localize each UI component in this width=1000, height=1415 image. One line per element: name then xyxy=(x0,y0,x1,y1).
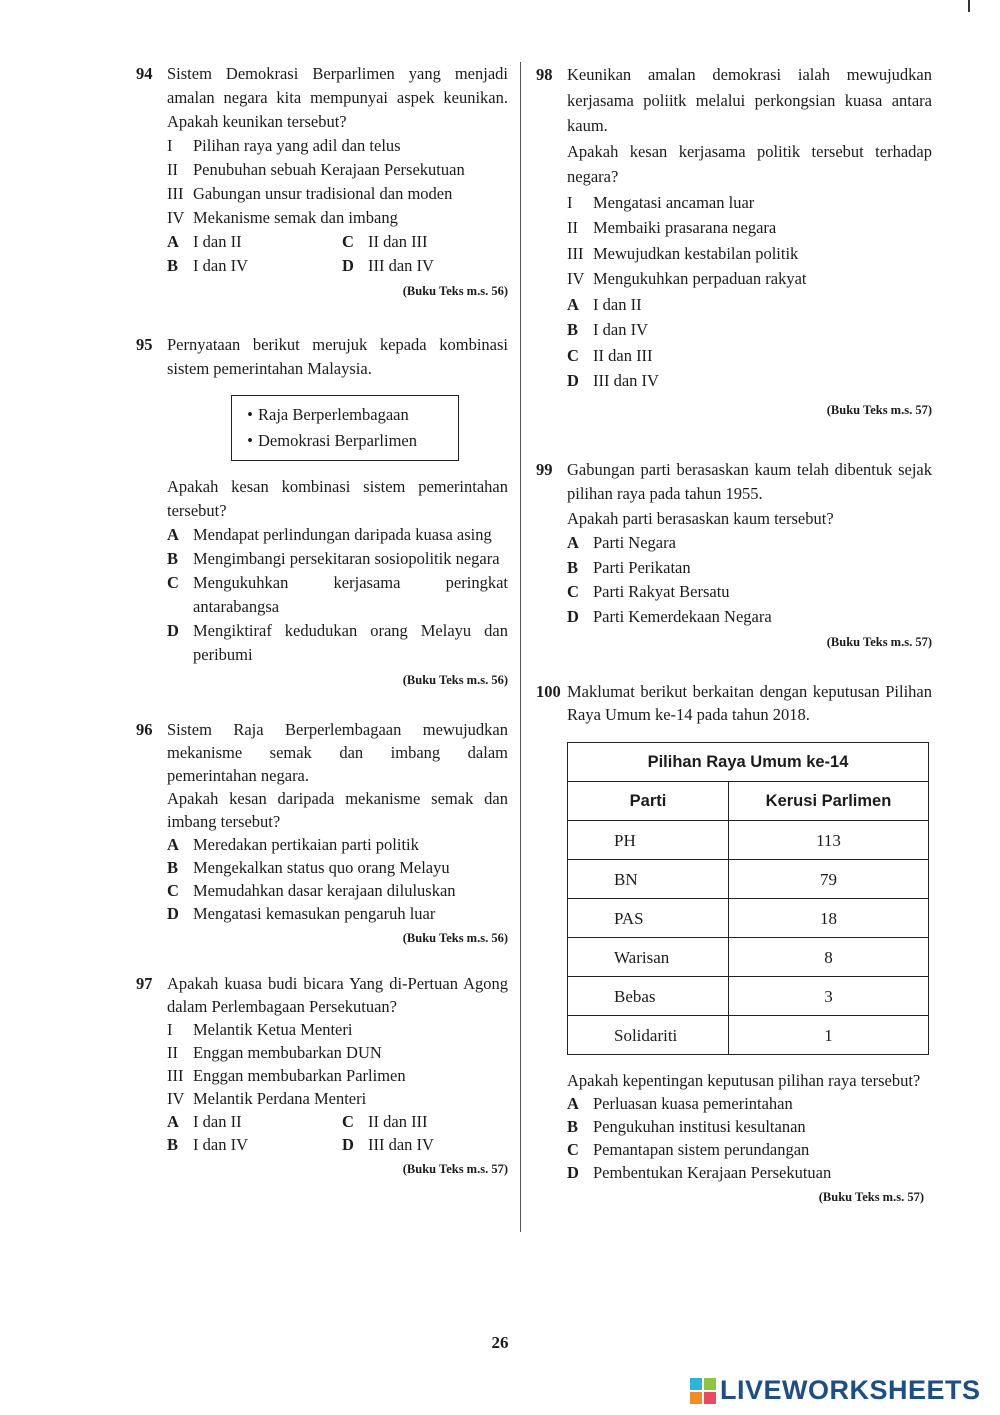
statement-item: IV Melantik Perdana Menteri xyxy=(167,1089,367,1108)
table-title-row xyxy=(568,743,929,782)
question-95 xyxy=(136,333,508,690)
liveworksheets-brand[interactable] xyxy=(690,1375,981,1406)
table-header-row xyxy=(568,782,929,821)
option-c[interactable]: C Pemantapan sistem perundangan xyxy=(567,1140,810,1159)
option-b[interactable]: B I dan IV xyxy=(567,320,648,339)
statement-item: I Pilihan raya yang adil dan telus xyxy=(167,136,401,155)
textbook-reference: (Buku Teks m.s. 56) xyxy=(402,931,508,945)
box-item: • Raja Berperlembagaan xyxy=(242,402,448,428)
statement-item: III Gabungan unsur tradisional dan moden xyxy=(167,184,453,203)
option-d[interactable]: D III dan IV xyxy=(567,371,659,390)
box-item: • Demokrasi Berparlimen xyxy=(242,428,448,454)
question-stem: Apakah kuasa budi bicara Yang di-Pertuan Agong dalam Perlembagaan Persekutuan? xyxy=(167,974,508,1016)
bullet-icon: • xyxy=(247,431,253,450)
question-94 xyxy=(136,62,508,301)
option-d[interactable]: D Parti Kemerdekaan Negara xyxy=(567,606,772,626)
question-number: 98 xyxy=(536,65,553,84)
question-stem: Sistem Demokrasi Berparlimen yang menjadi amalan negara kita mempunyai aspek keunikan. Apakah keunikan tersebut? xyxy=(167,64,508,131)
textbook-reference: (Buku Teks m.s. 56) xyxy=(402,284,508,298)
question-prompt: Apakah kesan kerjasama politik tersebut terhadap negara? xyxy=(567,141,932,186)
statement-item: I Melantik Ketua Menteri xyxy=(167,1020,353,1039)
textbook-reference: (Buku Teks m.s. 57) xyxy=(402,1162,508,1176)
question-number: 94 xyxy=(136,64,153,83)
table-row: PAS 18 xyxy=(568,899,929,938)
question-98 xyxy=(536,62,932,420)
question-prompt: Apakah kesan daripada mekanisme semak dan imbang tersebut? xyxy=(167,789,508,831)
table-row: Warisan 8 xyxy=(568,938,929,977)
left-column xyxy=(136,62,508,1179)
election-results-table xyxy=(567,742,929,1055)
table-title: Pilihan Raya Umum ke-14 xyxy=(568,743,929,782)
option-d[interactable]: D Mengatasi kemasukan pengaruh luar xyxy=(167,904,436,923)
column-header-seats: Kerusi Parlimen xyxy=(729,782,929,821)
question-99 xyxy=(536,458,932,653)
option-a[interactable]: A Meredakan pertikaian parti politik xyxy=(167,835,419,854)
option-d[interactable]: D Mengiktiraf kedudukan orang Melayu dan peribumi xyxy=(167,621,508,664)
table-row: PH 113 xyxy=(568,821,929,860)
question-96 xyxy=(136,718,508,948)
option-b[interactable]: B Mengekalkan status quo orang Melayu xyxy=(167,858,450,877)
option-c[interactable]: C II dan III xyxy=(567,345,653,365)
statement-item: III Enggan membubarkan Parlimen xyxy=(167,1066,406,1085)
question-stem: Sistem Raja Berperlembagaan mewujudkan mekanisme semak dan imbang dalam pemerintahan negara. xyxy=(167,720,508,785)
option-a[interactable]: A I dan II xyxy=(167,232,242,251)
bullet-icon: • xyxy=(247,405,253,424)
column-divider xyxy=(520,62,521,1232)
question-number: 96 xyxy=(136,720,153,739)
question-number: 95 xyxy=(136,335,153,354)
option-b[interactable]: B Pengukuhan institusi kesultanan xyxy=(567,1117,806,1136)
option-b[interactable]: B Parti Perikatan xyxy=(567,557,691,577)
statement-item: I Mengatasi ancaman luar xyxy=(567,192,755,212)
statement-item: IV Mekanisme semak dan imbang xyxy=(167,208,398,227)
statement-item: II Membaiki prasarana negara xyxy=(567,218,777,237)
option-d[interactable]: D Pembentukan Kerajaan Persekutuan xyxy=(567,1163,832,1182)
textbook-reference: (Buku Teks m.s. 57) xyxy=(818,1190,924,1204)
textbook-reference: (Buku Teks m.s. 57) xyxy=(826,635,932,649)
option-a[interactable]: A Mendapat perlindungan daripada kuasa asing xyxy=(167,525,492,544)
question-number: 99 xyxy=(536,459,553,479)
question-100 xyxy=(536,680,932,1207)
option-c[interactable]: C Memudahkan dasar kerajaan diluluskan xyxy=(167,881,456,900)
option-d[interactable]: D III dan IV xyxy=(342,256,434,275)
option-a[interactable]: A Perluasan kuasa pemerintahan xyxy=(567,1094,793,1113)
option-a[interactable]: A I dan II xyxy=(567,294,642,314)
option-b[interactable]: B I dan IV xyxy=(167,256,248,275)
table-row: BN 79 xyxy=(568,860,929,899)
brand-name: LIVEWORKSHEETS xyxy=(720,1375,981,1405)
option-c[interactable]: C Mengukuhkan kerjasama peringkat antarabangsa xyxy=(167,573,508,616)
page-number: 26 xyxy=(491,1333,509,1352)
question-prompt: Apakah kepentingan keputusan pilihan raya tersebut? xyxy=(567,1071,921,1090)
answer-options xyxy=(167,1110,508,1156)
question-prompt: Apakah kesan kombinasi sistem pemerintahan tersebut? xyxy=(167,477,508,520)
option-a[interactable]: A I dan II xyxy=(167,1112,242,1131)
option-b[interactable]: B I dan IV xyxy=(167,1135,248,1154)
answer-options xyxy=(167,230,508,278)
question-stem: Keunikan amalan demokrasi ialah mewujudkan kerjasama poliitk melalui perkongsian kuasa antara kaum. xyxy=(567,65,932,135)
textbook-reference: (Buku Teks m.s. 57) xyxy=(826,402,932,417)
question-stem: Pernyataan berikut merujuk kepada kombinasi sistem pemerintahan Malaysia. xyxy=(167,335,508,378)
option-a[interactable]: A Parti Negara xyxy=(567,533,676,552)
liveworksheets-logo-icon xyxy=(690,1378,716,1404)
textbook-reference: (Buku Teks m.s. 56) xyxy=(402,673,508,687)
option-c[interactable]: C Parti Rakyat Bersatu xyxy=(567,582,730,601)
question-stem: Maklumat berikut berkaitan dengan keputusan Pilihan Raya Umum ke-14 pada tahun 2018. xyxy=(567,682,932,724)
option-b[interactable]: B Mengimbangi persekitaran sosiopolitik negara xyxy=(167,549,500,568)
question-prompt: Apakah parti berasaskan kaum tersebut? xyxy=(567,508,834,528)
table-row: Bebas 3 xyxy=(568,977,929,1016)
page-edge-mark xyxy=(968,0,970,12)
question-number: 100 xyxy=(536,682,561,701)
statement-item: II Enggan membubarkan DUN xyxy=(167,1043,382,1062)
option-c[interactable]: C II dan III xyxy=(342,1112,428,1131)
right-column xyxy=(536,62,932,1207)
statement-item: III Mewujudkan kestabilan politik xyxy=(567,243,799,263)
question-number: 97 xyxy=(136,974,153,993)
table-row: Solidariti 1 xyxy=(568,1016,929,1055)
column-header-party: Parti xyxy=(568,782,729,821)
question-stem: Gabungan parti berasaskan kaum telah dibentuk sejak pilihan raya pada tahun 1955. xyxy=(567,459,932,503)
statement-box xyxy=(231,395,459,461)
option-c[interactable]: C II dan III xyxy=(342,232,428,251)
statement-item: IV Mengukuhkan perpaduan rakyat xyxy=(567,269,807,288)
option-d[interactable]: D III dan IV xyxy=(342,1135,434,1154)
question-97 xyxy=(136,972,508,1179)
statement-item: II Penubuhan sebuah Kerajaan Persekutuan xyxy=(167,160,465,179)
